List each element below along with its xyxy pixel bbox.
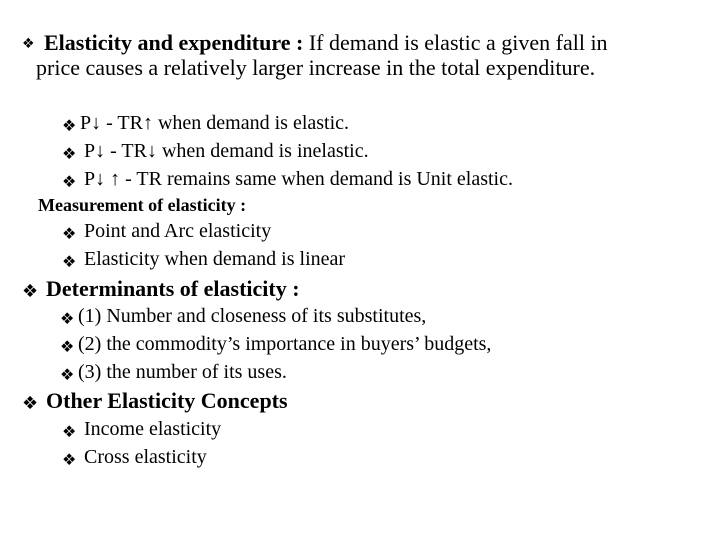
diamond-bullet-icon: ❖ xyxy=(22,393,39,414)
diamond-bullet-icon: ❖ xyxy=(62,450,77,469)
determinant-item-budget-importance: (2) the commodity’s importance in buyers’ budgets, xyxy=(78,333,492,355)
intro-text-2: price causes a relatively larger increase in the total expenditure. xyxy=(36,55,596,80)
other-item-income-elasticity: Income elasticity xyxy=(84,418,222,440)
other-item-cross-elasticity: Cross elasticity xyxy=(84,446,207,468)
diamond-bullet-icon: ❖ xyxy=(22,281,39,302)
measurement-item-point-arc: Point and Arc elasticity xyxy=(84,220,272,242)
tr-rule-elastic: P↓ - TR↑ when demand is elastic. xyxy=(80,112,350,134)
intro-line-1 xyxy=(44,30,608,56)
determinant-item-uses: (3) the number of its uses. xyxy=(78,361,287,383)
measurement-item-linear: Elasticity when demand is linear xyxy=(84,248,346,270)
diamond-bullet-icon: ❖ xyxy=(60,337,75,356)
diamond-bullet-icon: ❖ xyxy=(22,36,35,52)
diamond-bullet-icon: ❖ xyxy=(62,116,77,135)
tr-rule-inelastic: P↓ - TR↓ when demand is inelastic. xyxy=(84,140,369,162)
determinants-heading: Determinants of elasticity : xyxy=(46,276,300,301)
diamond-bullet-icon: ❖ xyxy=(62,422,77,441)
diamond-bullet-icon: ❖ xyxy=(62,172,77,191)
diamond-bullet-icon: ❖ xyxy=(62,224,77,243)
determinant-item-substitutes: (1) Number and closeness of its substitutes, xyxy=(78,305,427,327)
other-concepts-heading: Other Elasticity Concepts xyxy=(46,388,288,413)
diamond-bullet-icon: ❖ xyxy=(62,144,77,163)
measurement-heading: Measurement of elasticity : xyxy=(38,195,247,215)
intro-text-1: If demand is elastic a given fall in xyxy=(308,30,608,55)
diamond-bullet-icon: ❖ xyxy=(62,252,77,271)
tr-rule-unit-elastic: P↓ ↑ - TR remains same when demand is Unit elastic. xyxy=(84,168,513,190)
intro-heading: Elasticity and expenditure : xyxy=(44,30,304,55)
diamond-bullet-icon: ❖ xyxy=(60,365,75,384)
diamond-bullet-icon: ❖ xyxy=(60,309,75,328)
intro-line-2 xyxy=(36,55,595,81)
